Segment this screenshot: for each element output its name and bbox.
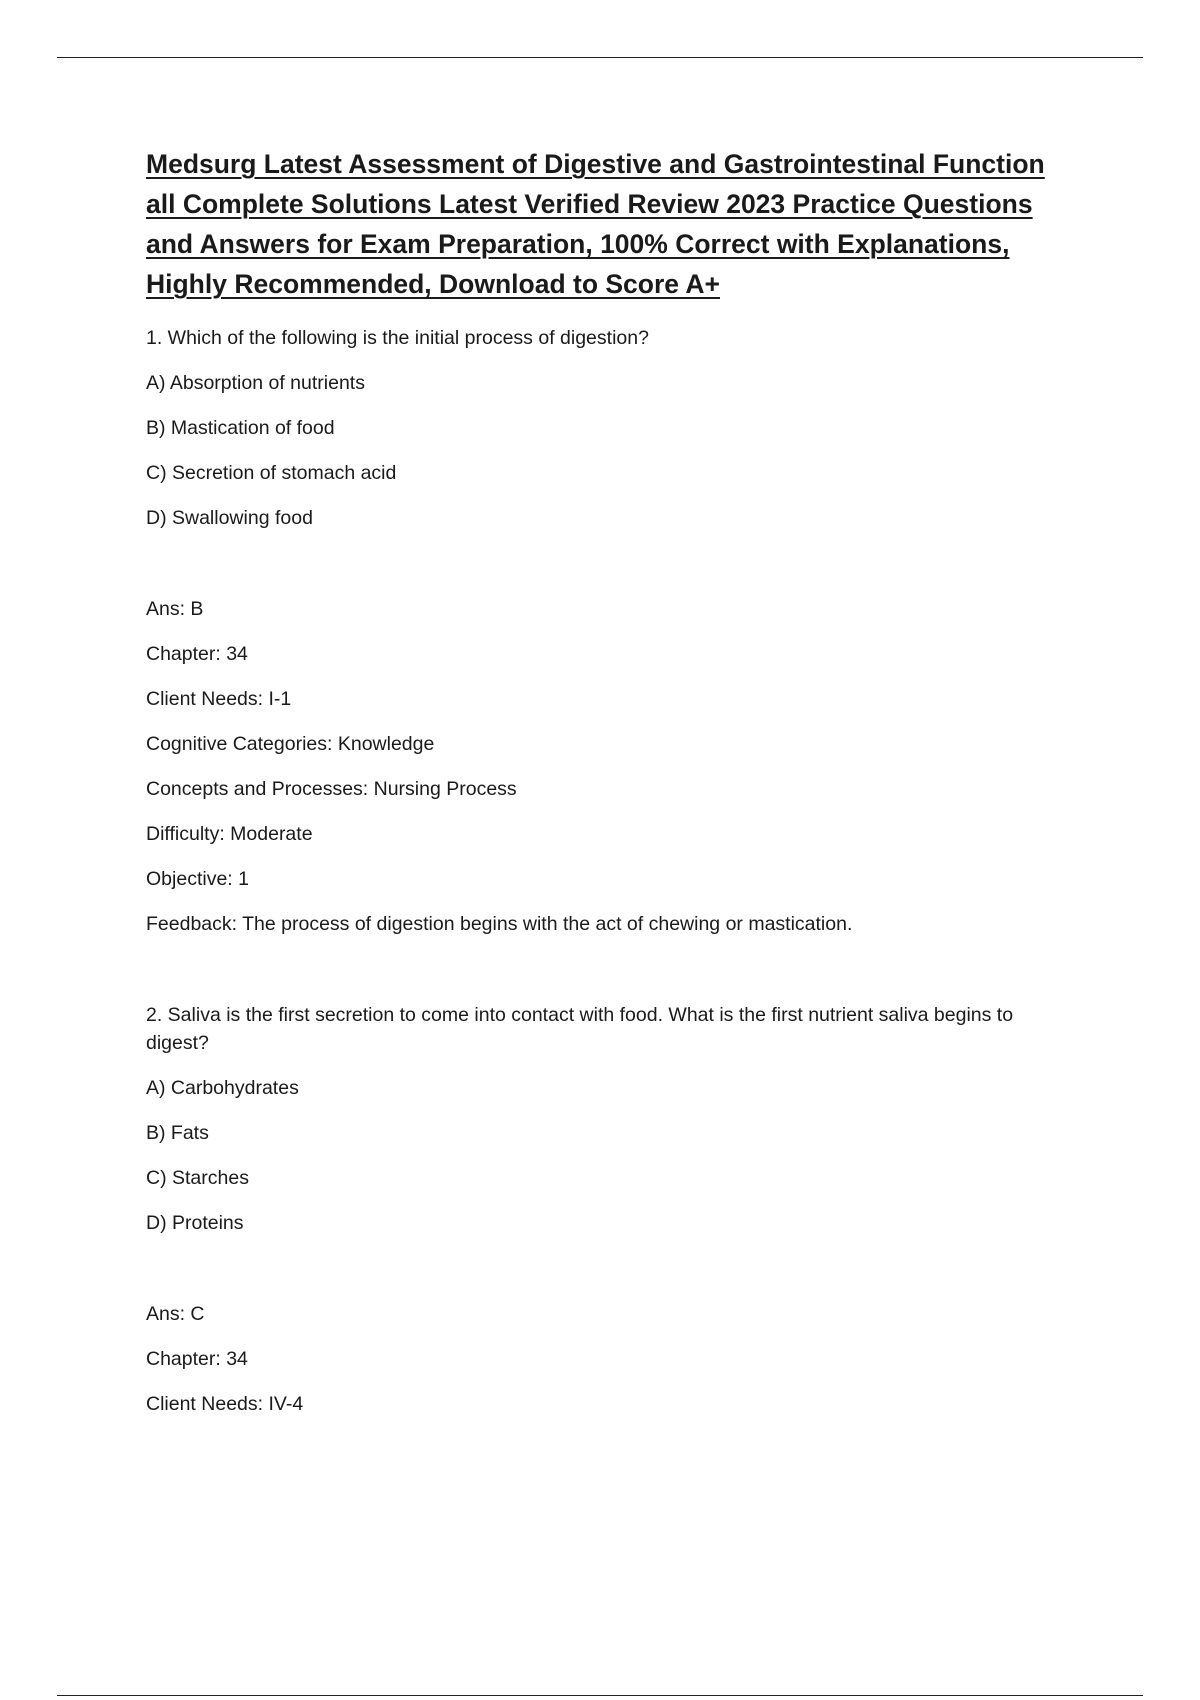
option-d: D) Proteins [146,1212,244,1234]
footer-rule [57,1695,1143,1696]
option-c: C) Secretion of stomach acid [146,462,397,484]
concepts-and-processes: Concepts and Processes: Nursing Process [146,778,517,800]
spacer [146,549,1076,595]
spacer [146,1254,1076,1300]
option-c: C) Starches [146,1167,249,1189]
option-b: B) Mastication of food [146,417,335,439]
question-2 [146,1001,1076,1418]
option-a: A) Absorption of nutrients [146,372,365,394]
document-title: Medsurg Latest Assessment of Digestive and Gastrointestinal Function all Complete Solutions Latest Verified Review 2023 Practice Questions and Answers for Exam Preparation, 100% Correct with Explanations, Highly Recommended, Download to Score A+ [146,149,1045,299]
option-b: B) Fats [146,1122,209,1144]
answer: Ans: B [146,598,204,620]
client-needs: Client Needs: IV-4 [146,1393,304,1415]
answer: Ans: C [146,1303,205,1325]
question-text: 1. Which of the following is the initial process of digestion? [146,327,649,349]
feedback: Feedback: The process of digestion begins with the act of chewing or mastication. [146,913,853,935]
difficulty: Difficulty: Moderate [146,823,313,845]
spacer [146,955,1076,1001]
objective: Objective: 1 [146,868,249,890]
cognitive-categories: Cognitive Categories: Knowledge [146,733,435,755]
chapter: Chapter: 34 [146,643,248,665]
client-needs: Client Needs: I-1 [146,688,292,710]
document-body [146,144,1076,1435]
option-a: A) Carbohydrates [146,1077,299,1099]
header-rule [57,57,1143,58]
option-d: D) Swallowing food [146,507,313,529]
question-1 [146,324,1076,1001]
question-text: 2. Saliva is the first secretion to come into contact with food. What is the first nutrient saliva begins to digest? [146,1004,1014,1054]
chapter: Chapter: 34 [146,1348,248,1370]
